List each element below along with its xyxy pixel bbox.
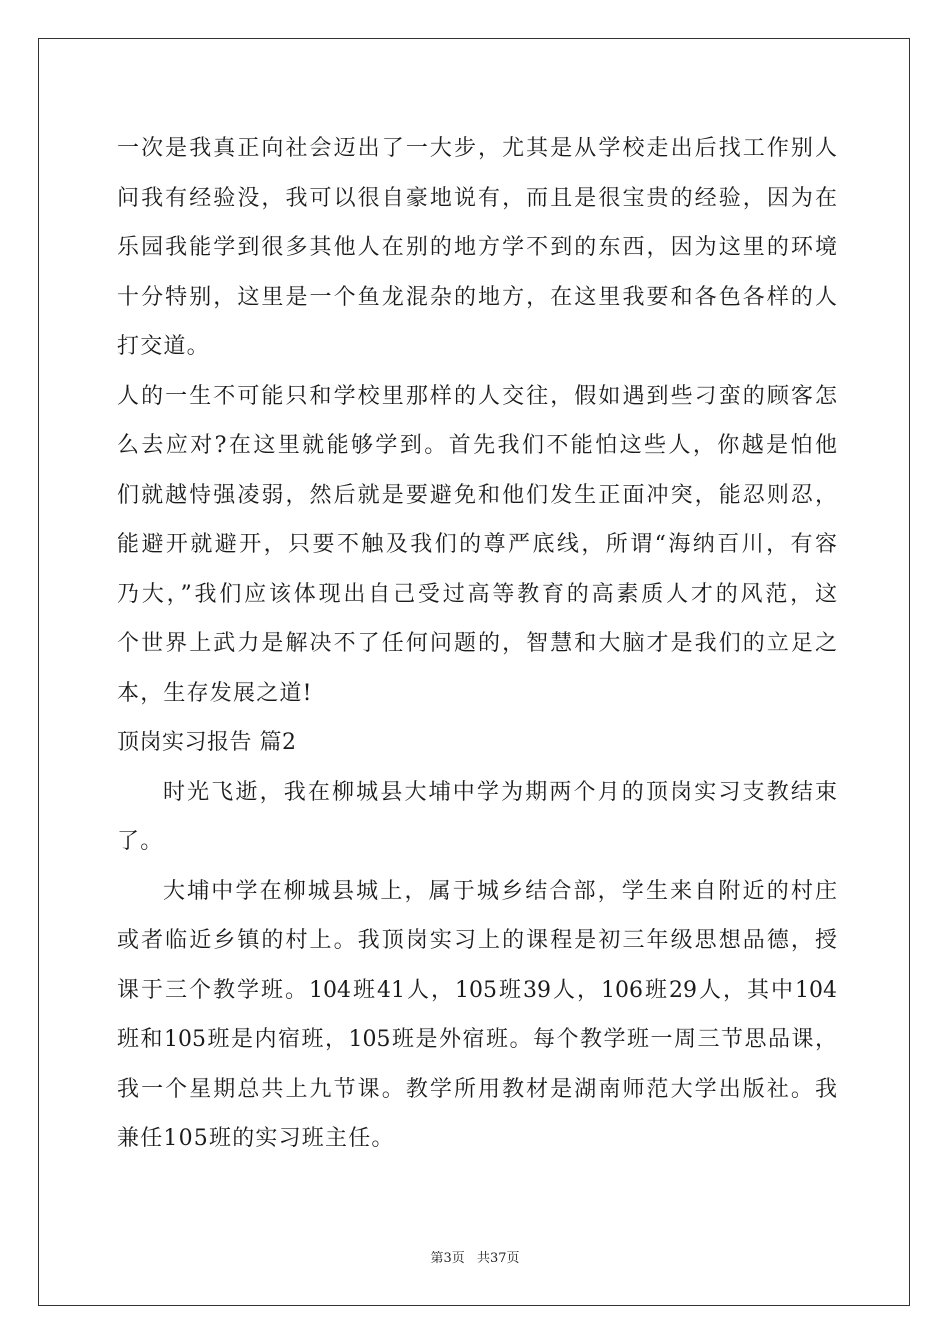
text-line: 打交道。	[117, 334, 210, 359]
text-line: 班和105班是内宿班，105班是外宿班。每个教学班一周三节思品课，	[117, 1027, 837, 1052]
text-line: 时光飞逝，我在柳城县大埔中学为期两个月的顶岗实习支教结束	[163, 779, 837, 805]
page-number: 第3页	[430, 1251, 465, 1266]
text-line: 们就越恃强凌弱，然后就是要避免和他们发生正面冲突，能忍则忍，	[117, 482, 837, 508]
text-line: 十分特别，这里是一个鱼龙混杂的地方，在这里我要和各色各样的人	[117, 284, 837, 310]
text-line: 个世界上武力是解决不了任何问题的，智慧和大脑才是我们的立足之	[117, 631, 837, 656]
text-line: 乐园我能学到很多其他人在别的地方学不到的东西，因为这里的环境	[117, 235, 837, 260]
text-line: 我一个星期总共上九节课。教学所用教材是湖南师范大学出版社。我	[117, 1076, 837, 1102]
text-line: 问我有经验没，我可以很自豪地说有，而且是很宝贵的经验，因为在	[117, 185, 837, 211]
page-total: 共37页	[476, 1251, 520, 1266]
text-line: 人的一生不可能只和学校里那样的人交往，假如遇到些刁蛮的顾客怎	[117, 383, 837, 409]
section-heading: 顶岗实习报告 篇2	[117, 730, 297, 755]
text-line: 能避开就避开，只要不触及我们的尊严底线，所谓“海纳百川，有容	[117, 532, 837, 557]
text-line: 大埔中学在柳城县城上，属于城乡结合部，学生来自附近的村庄	[163, 878, 837, 904]
text-line: 本，生存发展之道!	[117, 680, 313, 706]
text-line: 或者临近乡镇的村上。我顶岗实习上的课程是初三年级思想品德，授	[117, 928, 837, 953]
page-footer	[0, 1247, 950, 1266]
text-line: 么去应对?在这里就能够学到。首先我们不能怕这些人，你越是怕他	[117, 433, 837, 458]
text-line: 乃大，”我们应该体现出自己受过高等教育的高素质人才的风范，这	[117, 581, 837, 607]
text-line: 课于三个教学班。104班41人，105班39人，106班29人，其中104	[117, 977, 837, 1003]
text-line: 兼任105班的实习班主任。	[117, 1126, 395, 1151]
text-line: 了。	[117, 829, 164, 854]
text-line: 一次是我真正向社会迈出了一大步，尤其是从学校走出后找工作别人	[117, 136, 837, 161]
document-body	[117, 124, 837, 1164]
